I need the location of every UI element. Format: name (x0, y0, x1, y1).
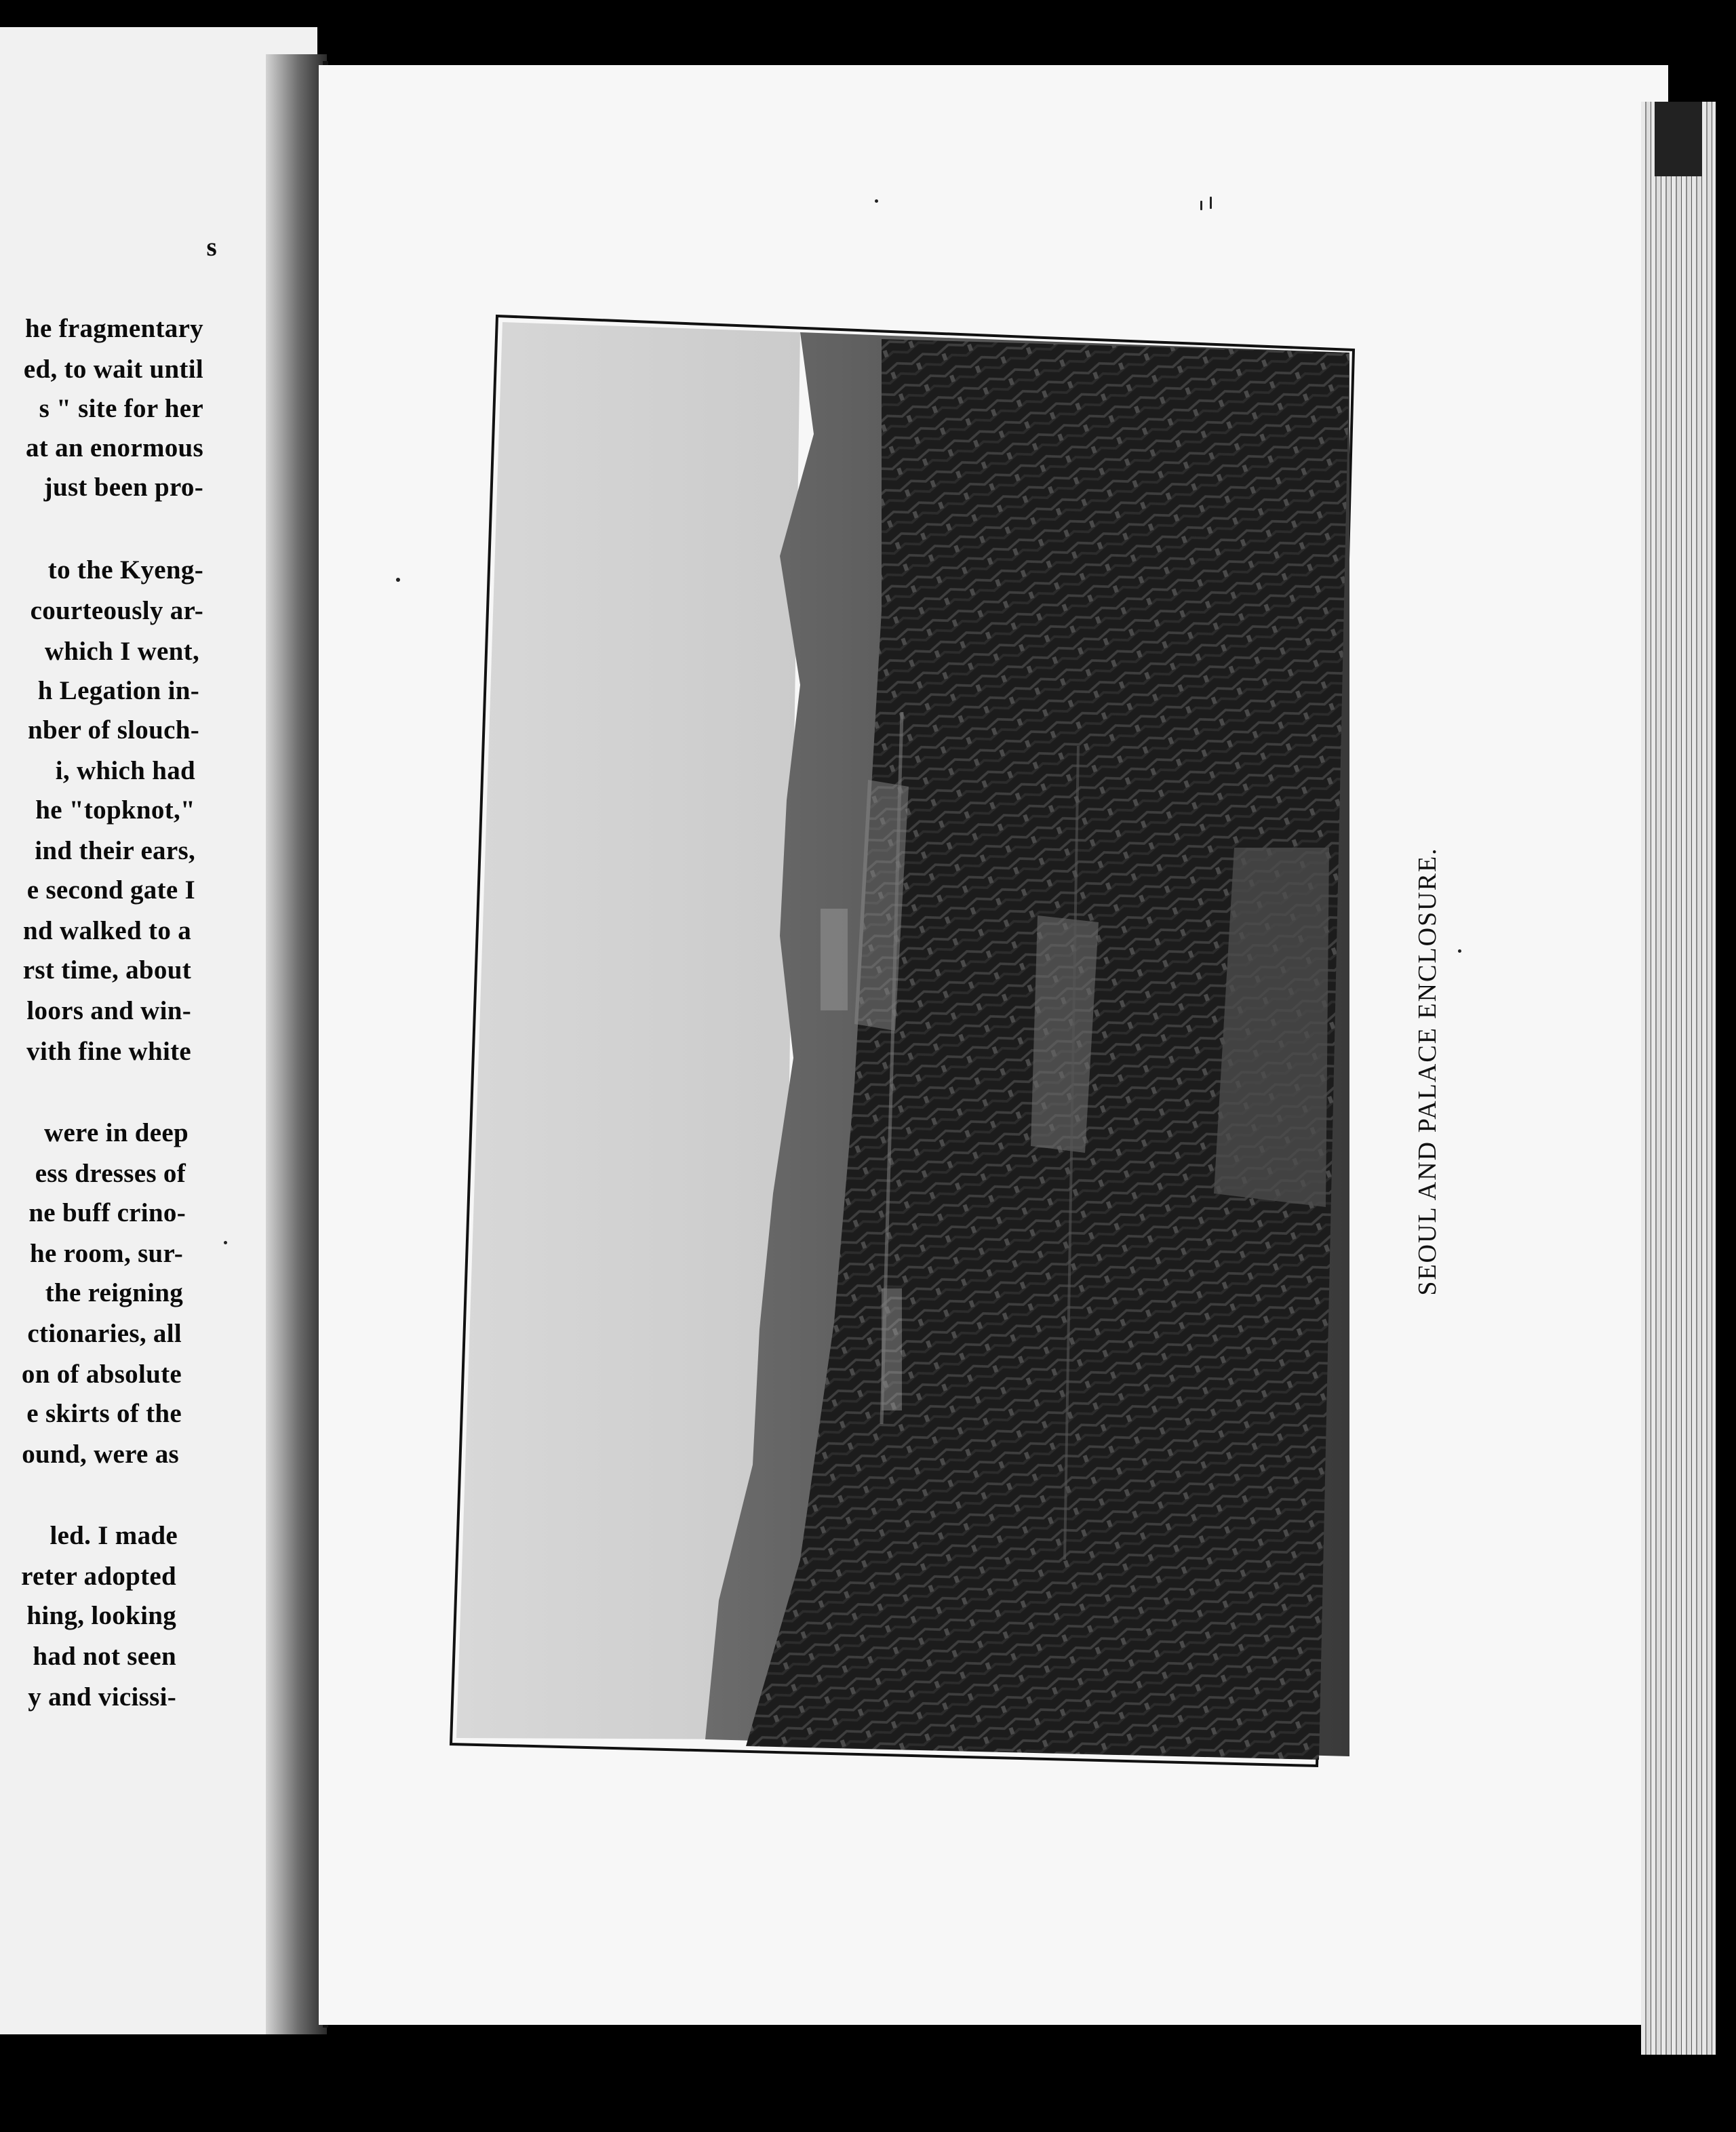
scan-speck (875, 199, 878, 203)
scan-speck (224, 1241, 227, 1244)
text-line: ed, to wait until (23, 355, 203, 384)
text-line: reter adopted (21, 1562, 176, 1591)
text-line: to the Kyeng- (47, 555, 203, 585)
text-line: ound, were as (22, 1440, 179, 1469)
text-line: e second gate I (26, 875, 195, 905)
text-line: he room, sur- (30, 1239, 183, 1268)
scan-speck (1200, 201, 1202, 210)
text-line: ess dresses of (35, 1159, 186, 1188)
plate-caption: SEOUL AND PALACE ENCLOSURE. (1413, 847, 1442, 1296)
text-line: s " site for her (39, 394, 203, 423)
text-line: were in deep (43, 1118, 189, 1147)
text-line: had not seen (33, 1642, 176, 1671)
text-line: he fragmentary (24, 314, 203, 343)
text-line: at an enormous (25, 433, 203, 462)
text-line: hing, looking (26, 1601, 176, 1630)
scan-speck (1458, 949, 1461, 953)
text-line: loors and win- (26, 996, 191, 1025)
text-line: h Legation in- (37, 676, 199, 705)
text-line: led. I made (50, 1521, 178, 1550)
text-line: nd walked to a (22, 916, 191, 945)
text-line: ne buff crino- (28, 1198, 186, 1227)
text-line: he "topknot," (35, 795, 195, 825)
scan-speck (1210, 197, 1212, 209)
caption-box (1407, 807, 1448, 1336)
text-line: ctionaries, all (27, 1319, 182, 1348)
text-line: vith fine white (26, 1037, 191, 1066)
text-line: courteously ar- (30, 596, 203, 625)
text-line: just been pro- (43, 473, 203, 502)
text-line: s (206, 233, 217, 262)
text-line: on of absolute (21, 1360, 182, 1389)
text-line: the reigning (45, 1278, 183, 1307)
text-line: ind their ears, (35, 836, 195, 865)
text-line: i, which had (55, 756, 195, 785)
text-line: nber of slouch- (28, 715, 199, 745)
text-line: which I went, (44, 637, 199, 666)
text-line: e skirts of the (26, 1399, 182, 1428)
text-line: rst time, about (22, 955, 191, 985)
text-line: y and vicissi- (28, 1682, 176, 1712)
scan-speck (396, 578, 400, 582)
